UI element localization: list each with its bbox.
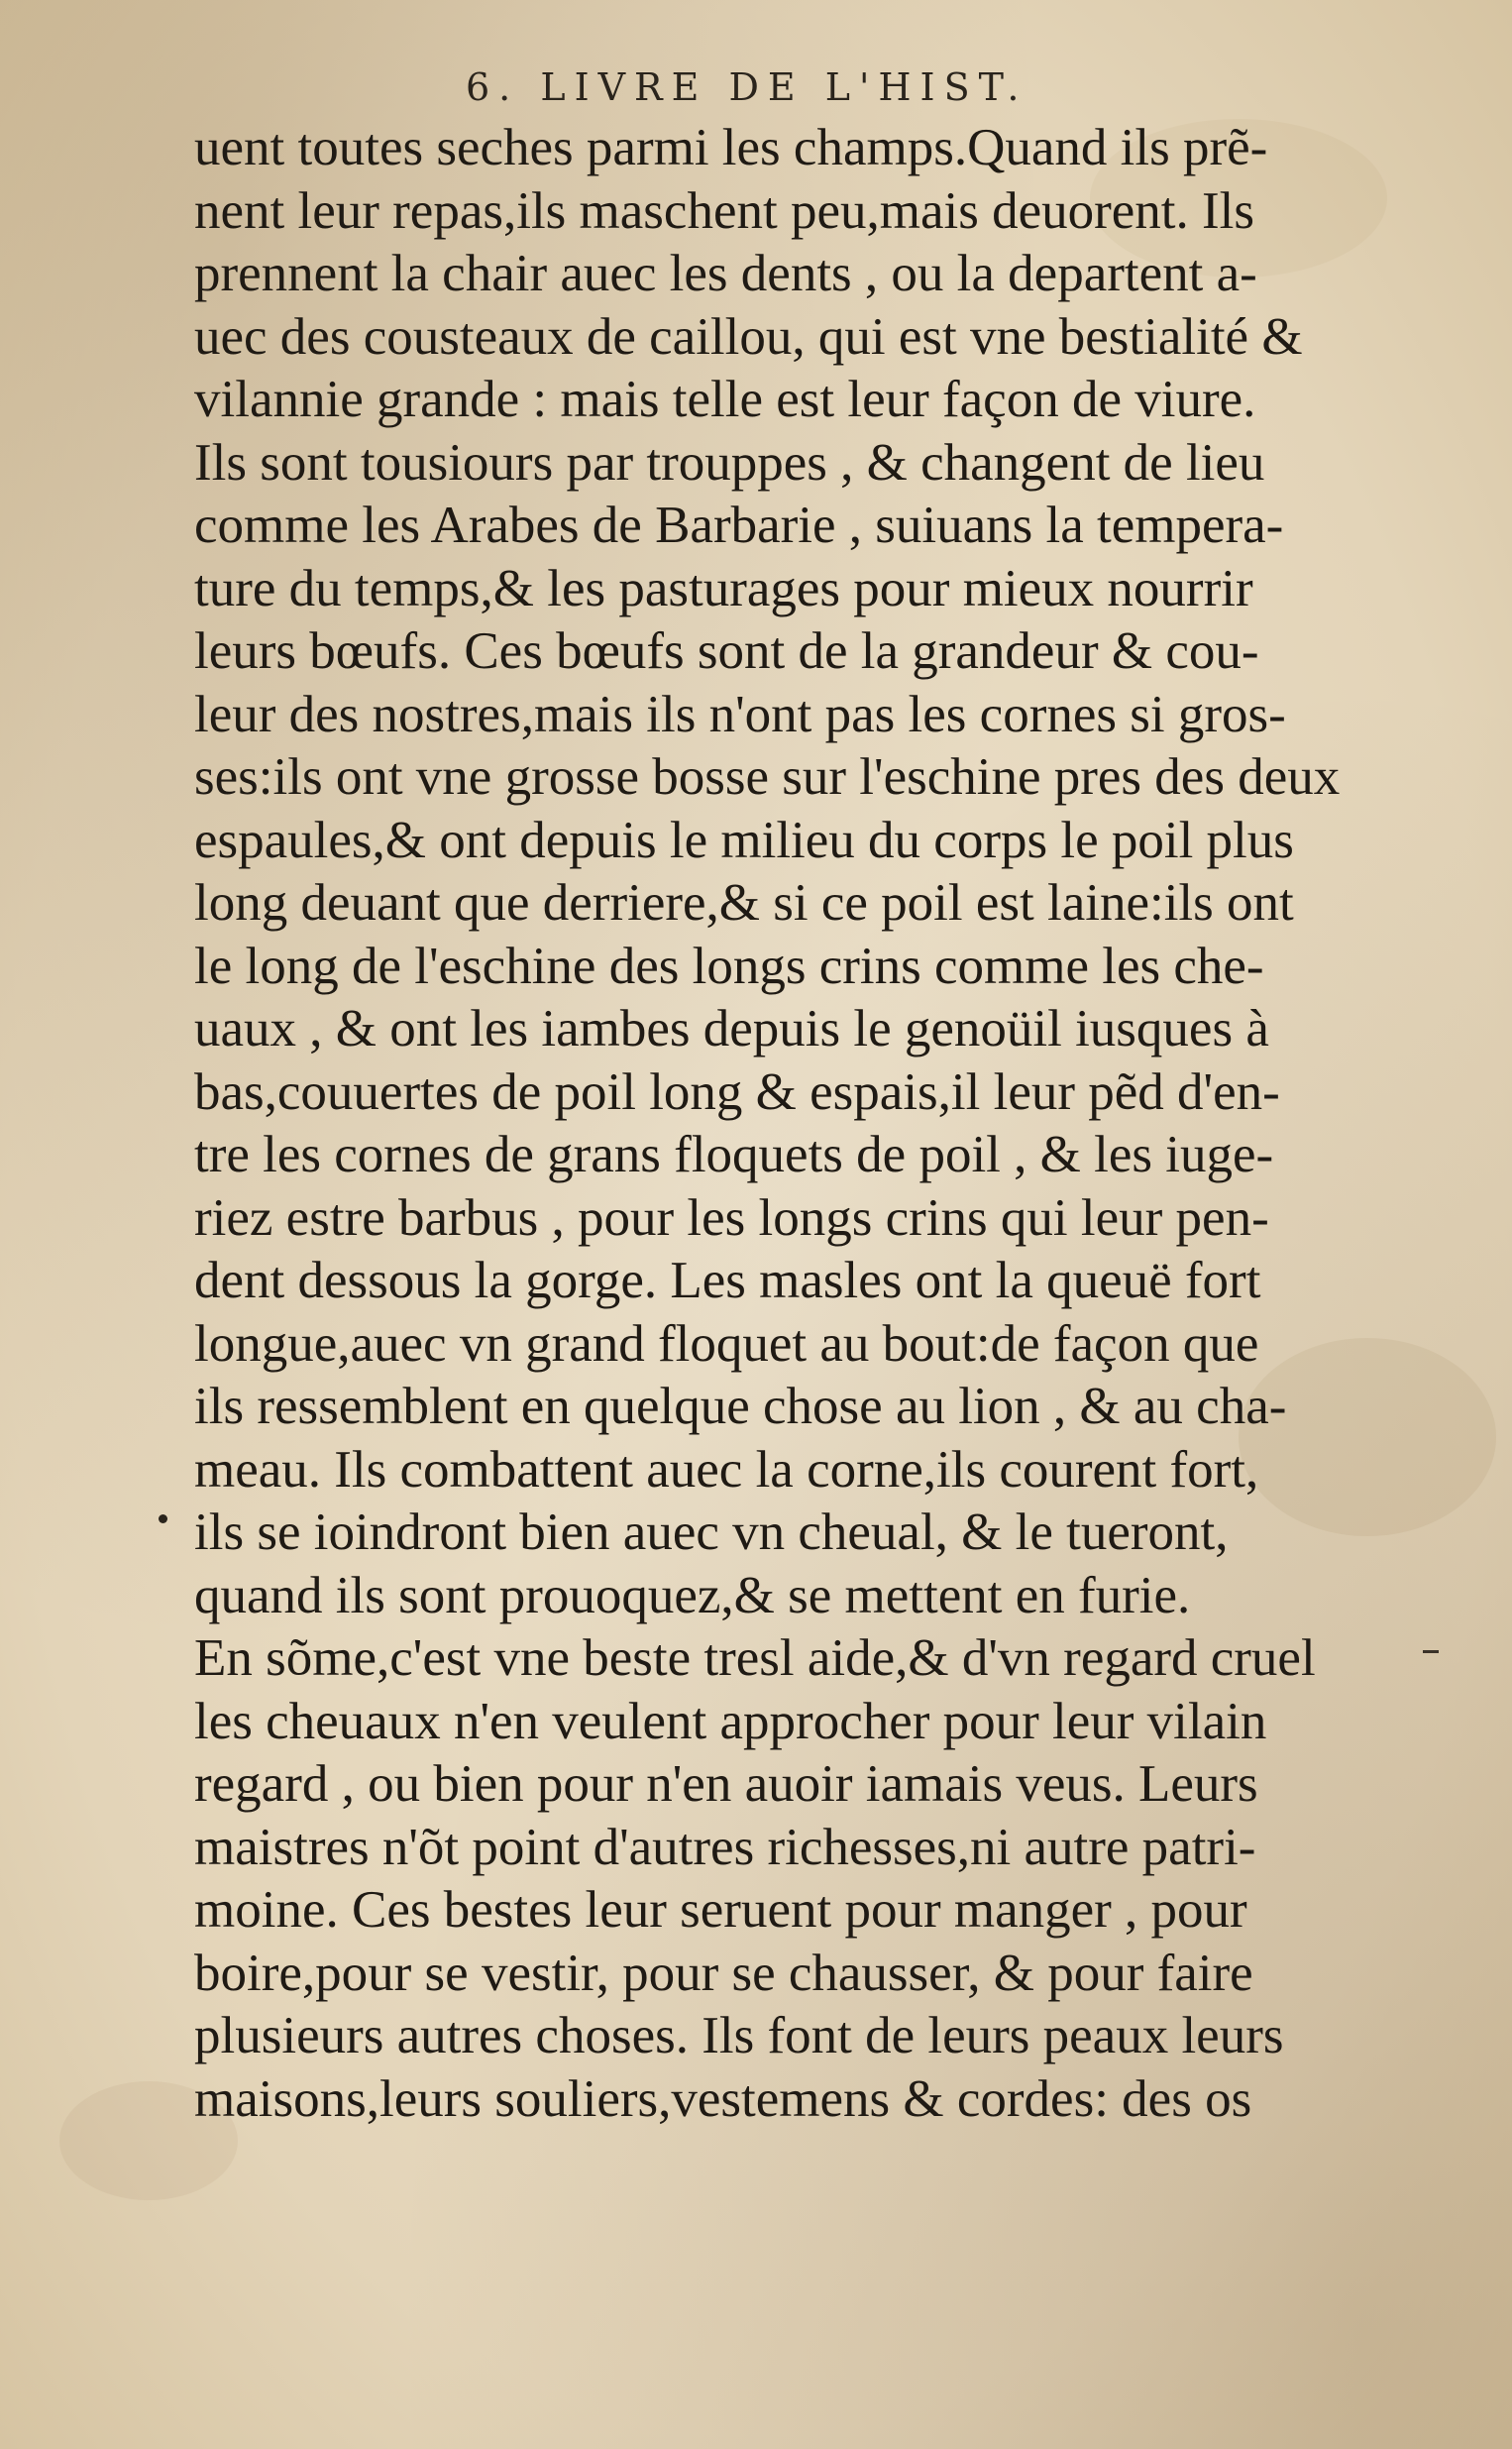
text-line: ture du temps,& les pasturages pour mieux nourrir (194, 559, 1253, 617)
text-line: bas,couuertes de poil long & espais,il leur pẽd d'en- (194, 1062, 1280, 1121)
text-line: meau. Ils combattent auec la corne,ils courent fort, (194, 1440, 1259, 1499)
running-header: 6. LIVRE DE L'HIST. (466, 65, 1028, 109)
body-text (194, 117, 1403, 2131)
text-line: prennent la chair auec les dents , ou la departent a- (194, 245, 1257, 302)
text-line: boire,pour se vestir, pour se chausser, & pour faire (194, 1944, 1253, 2002)
text-line: espaules,& ont depuis le milieu du corps le poil plus (194, 811, 1294, 869)
text-line: longue,auec vn grand floquet au bout:de façon que (194, 1314, 1259, 1373)
text-line: maisons,leurs souliers,vestemens & cordes: des os (194, 2069, 1252, 2128)
text-line: ils ressemblent en quelque chose au lion , & au cha- (194, 1378, 1287, 1435)
text-line: vilannie grande : mais telle est leur façon de viure. (194, 371, 1256, 428)
text-line: moine. Ces bestes leur seruent pour manger , pour (194, 1881, 1247, 1939)
text-line: long deuant que derriere,& si ce poil est laine:ils ont (194, 874, 1294, 932)
text-line: leur des nostres,mais ils n'ont pas les cornes si gros- (194, 685, 1286, 743)
text-line: Ils sont tousiours par trouppes , & changent de lieu (194, 433, 1265, 492)
text-line: comme les Arabes de Barbarie , suiuans la tempera- (194, 497, 1284, 554)
text-line: leurs bœufs. Ces bœufs sont de la grandeur & cou- (194, 622, 1259, 680)
text-line: tre les cornes de grans floquets de poil , & les iuge- (194, 1126, 1274, 1183)
margin-dash-mark (1423, 1650, 1439, 1653)
text-line: uaux , & ont les iambes depuis le genoüil iusques à (194, 1000, 1269, 1058)
text-line: le long de l'eschine des longs crins comme les che- (194, 937, 1264, 995)
text-line: plusieurs autres choses. Ils font de leurs peaux leurs (194, 2007, 1284, 2064)
text-line: riez estre barbus , pour les longs crins qui leur pen- (194, 1188, 1269, 1247)
text-line: regard , ou bien pour n'en auoir iamais veus. Leurs (194, 1755, 1258, 1813)
text-line: les cheuaux n'en veulent approcher pour leur vilain (194, 1692, 1267, 1750)
text-line: uec des cousteaux de caillou, qui est vne bestialité & (194, 307, 1303, 366)
text-line: uent toutes seches parmi les champs.Quand ils prẽ- (194, 119, 1268, 176)
margin-dot-mark (159, 1514, 167, 1523)
text-line: ses:ils ont vne grosse bosse sur l'eschine pres des deux (194, 748, 1341, 806)
text-line: nent leur repas,ils maschent peu,mais deuorent. Ils (194, 181, 1254, 240)
text-line: maistres n'õt point d'autres richesses,ni autre patri- (194, 1818, 1256, 1876)
text-line: En sõme,c'est vne beste tresl aide,& d'vn regard cruel (194, 1629, 1316, 1687)
text-line: quand ils sont prouoquez,& se mettent en furie. (194, 1566, 1191, 1624)
text-line: ils se ioindront bien auec vn cheual, & le tueront, (194, 1503, 1229, 1561)
text-line: dent dessous la gorge. Les masles ont la queuë fort (194, 1252, 1261, 1309)
